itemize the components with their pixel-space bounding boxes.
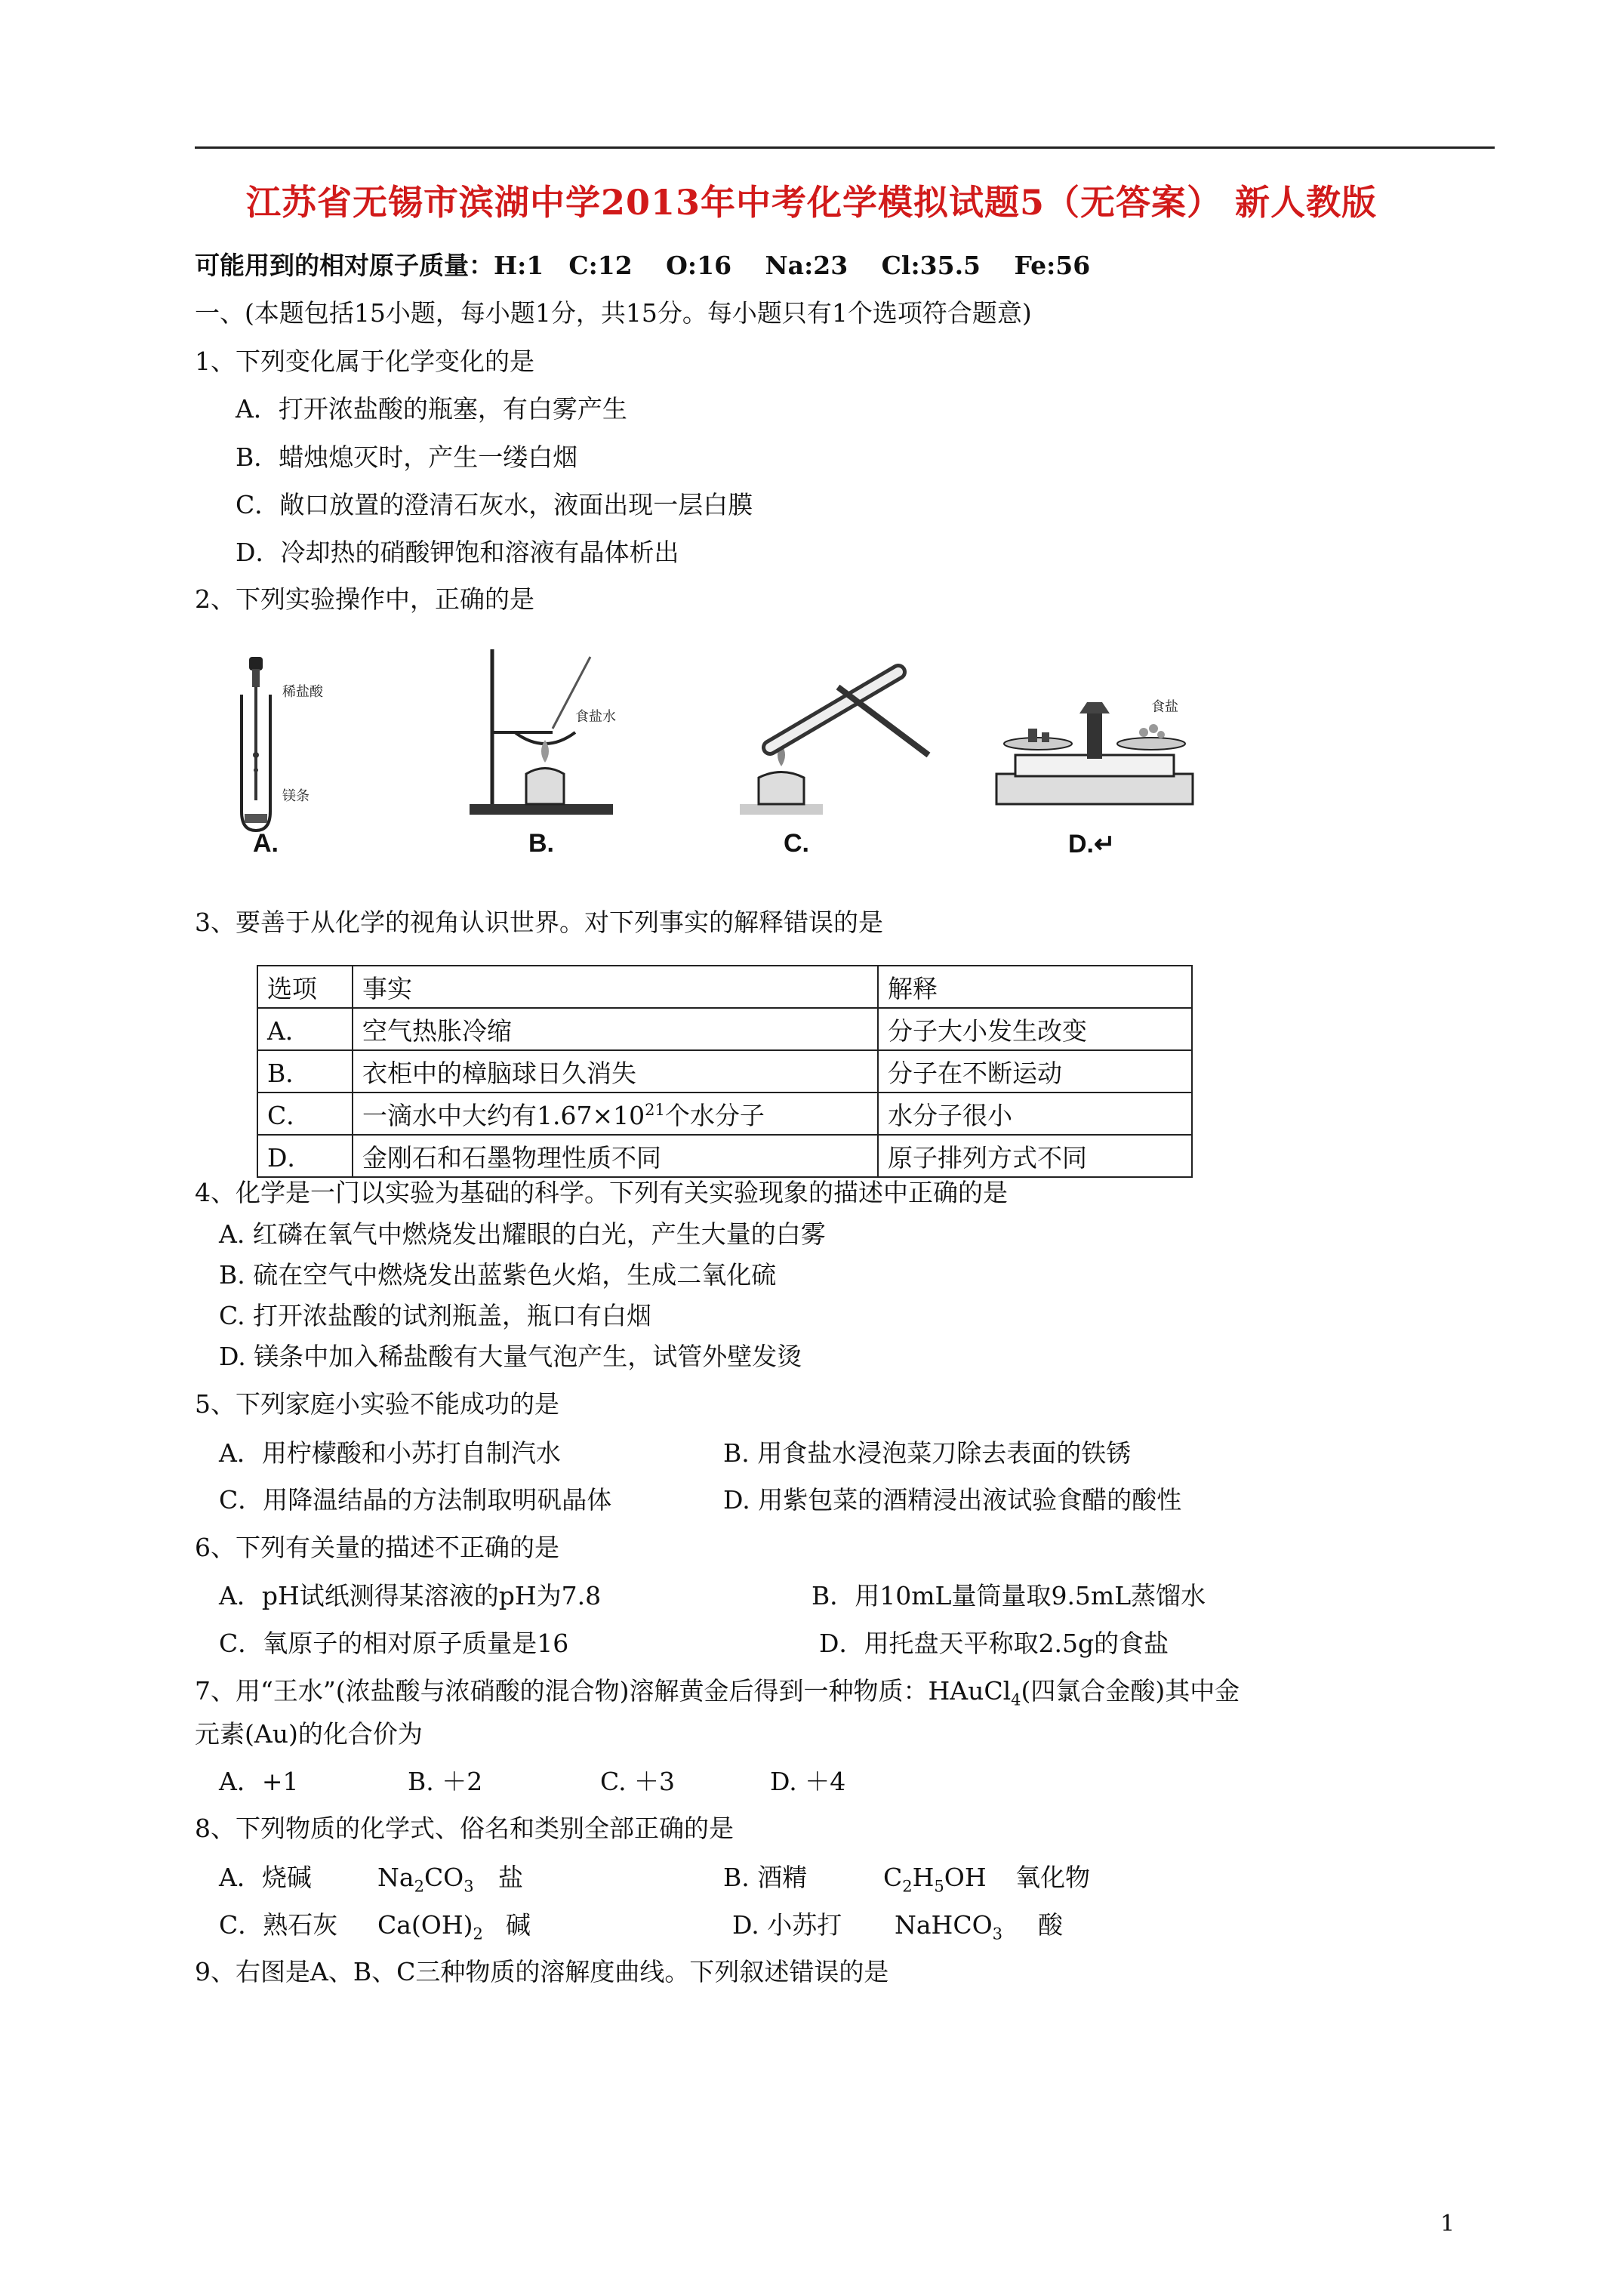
figure-c-heating-tube: [725, 642, 951, 823]
q5-option-c: C．用降温结晶的方法制取明矾晶体: [219, 1485, 612, 1515]
formula-subscript: 2: [902, 1877, 913, 1896]
page-title: 江苏省无锡市滨湖中学2013年中考化学模拟试题5（无答案） 新人教版: [245, 182, 1378, 223]
figure-d-caption: D.↵: [1068, 830, 1116, 858]
formula-part: NaHCO: [895, 1910, 993, 1940]
q5-option-d: D. 用紫包菜的酒精浸出液试验食醋的酸性: [723, 1485, 1182, 1515]
table-header-row: [257, 966, 1192, 1008]
q4-option-c: C. 打开浓盐酸的试剂瓶盖，瓶口有白烟: [219, 1301, 652, 1330]
q8-option-d-name: D. 小苏打: [732, 1910, 842, 1940]
table-cell: C．: [257, 1093, 353, 1135]
fact-text-suffix: 个水分子: [664, 1100, 765, 1130]
q1-option-c: C．敞口放置的澄清石灰水，液面出现一层白膜: [236, 490, 753, 519]
table-cell: 衣柜中的樟脑球日久消失: [353, 1050, 878, 1093]
table-row: [257, 1135, 1192, 1177]
q8-option-b-formula: [883, 1861, 987, 1903]
formula-subscript: 2: [414, 1877, 424, 1896]
q6-option-a: A．pH试纸测得某溶液的pH为7.8: [219, 1581, 602, 1610]
header-rule: [195, 146, 1495, 149]
q6-option-b: B．用10mL量筒量取9.5mL蒸馏水: [812, 1581, 1206, 1610]
fact-text: 一滴水中大约有1.67×10: [362, 1100, 645, 1130]
q5-stem: 5、下列家庭小实验不能成功的是: [195, 1389, 559, 1419]
table-header: 解释: [878, 966, 1192, 1008]
table-row: [257, 1050, 1192, 1093]
table-row: [257, 1093, 1192, 1135]
formula-subscript: 3: [992, 1925, 1003, 1943]
q7-stem-line2: 元素(Au)的化合价为: [195, 1719, 423, 1749]
figure-d-balance: [981, 642, 1208, 823]
q8-option-a-name: A．烧碱: [219, 1863, 312, 1892]
figure-c-caption: C.: [784, 829, 809, 858]
formula-subscript: 5: [934, 1877, 944, 1896]
q7-option-d: D. ＋4: [770, 1767, 846, 1796]
table-row: [257, 1008, 1192, 1050]
table-cell: 空气热胀冷缩: [353, 1008, 878, 1050]
formula-part: Na: [377, 1863, 414, 1892]
q8-option-a-formula: [377, 1861, 474, 1903]
q7-option-c: C. ＋3: [600, 1767, 676, 1796]
q6-option-d: D．用托盘天平称取2.5g的食盐: [819, 1629, 1169, 1658]
q9-stem: 9、右图是A、B、C三种物质的溶解度曲线。下列叙述错误的是: [195, 1957, 889, 1986]
q8-option-c-class: 碱: [506, 1910, 531, 1940]
formula-part: OH: [944, 1863, 987, 1892]
fact-exponent: 21: [645, 1100, 665, 1119]
q8-option-c-name: C．熟石灰: [219, 1910, 338, 1940]
q7-stem-part-a: 7、用“王水”(浓盐酸与浓硝酸的混合物)溶解黄金后得到一种物质：HAuCl: [195, 1676, 1012, 1706]
table-cell: 金刚石和石墨物理性质不同: [353, 1135, 878, 1177]
table-cell: 水分子很小: [878, 1093, 1192, 1135]
table-cell: B．: [257, 1050, 353, 1093]
table-cell: 分子在不断运动: [878, 1050, 1192, 1093]
q8-option-a-class: 盐: [498, 1863, 523, 1892]
figure-b-evaporating-dish: [462, 642, 628, 823]
q8-option-d-class: 酸: [1038, 1910, 1063, 1940]
q2-stem: 2、下列实验操作中，正确的是: [195, 584, 534, 614]
formula-part: H: [912, 1863, 935, 1892]
q3-table: [257, 965, 1193, 1178]
figure-b-label-saltwater: 食盐水: [575, 709, 616, 725]
figure-a-caption: A.: [253, 829, 279, 858]
formula-subscript: 3: [463, 1877, 474, 1896]
q8-option-c-formula: [377, 1909, 483, 1951]
q7-option-b: B. ＋2: [408, 1767, 483, 1796]
q7-option-a: A．+1: [219, 1767, 299, 1796]
table-cell: [353, 1093, 878, 1135]
q1-option-b: B．蜡烛熄灭时，产生一缕白烟: [236, 442, 578, 472]
table-cell: 原子排列方式不同: [878, 1135, 1192, 1177]
table-cell: 分子大小发生改变: [878, 1008, 1192, 1050]
q1-stem: 1、下列变化属于化学变化的是: [195, 347, 534, 376]
q7-stem-subscript: 4: [1011, 1690, 1021, 1709]
q5-option-a: A．用柠檬酸和小苏打自制汽水: [219, 1438, 561, 1468]
q4-option-d: D. 镁条中加入稀盐酸有大量气泡产生，试管外壁发烫: [219, 1342, 802, 1371]
formula-subscript: 2: [473, 1925, 483, 1943]
q7-stem-part-b: (四氯合金酸)其中金: [1021, 1676, 1240, 1706]
q6-option-c: C．氧原子的相对原子质量是16: [219, 1629, 569, 1658]
page-number: 1: [1440, 2211, 1455, 2237]
section-heading: 一、(本题包括15小题，每小题1分，共15分。每小题只有1个选项符合题意): [195, 298, 1032, 328]
q1-option-a: A．打开浓盐酸的瓶塞，有白雾产生: [236, 394, 627, 424]
q8-option-d-formula: [895, 1909, 1002, 1951]
formula-part: C: [883, 1863, 903, 1892]
figure-b-caption: B.: [528, 829, 554, 858]
q4-stem: 4、化学是一门以实验为基础的科学。下列有关实验现象的描述中正确的是: [195, 1178, 1008, 1207]
q7-stem: [195, 1675, 1240, 1717]
figure-d-label-salt: 食盐: [1151, 699, 1178, 715]
q1-option-d: D．冷却热的硝酸钾饱和溶液有晶体析出: [236, 538, 679, 567]
q6-stem: 6、下列有关量的描述不正确的是: [195, 1533, 559, 1562]
table-cell: A．: [257, 1008, 353, 1050]
atomic-masses: 可能用到的相对原子质量：H:1 C:12 O:16 Na:23 Cl:35.5 Fe:56: [195, 251, 1091, 280]
table-header: 事实: [353, 966, 878, 1008]
q4-option-b: B. 硫在空气中燃烧发出蓝紫色火焰，生成二氧化硫: [219, 1260, 777, 1290]
q3-stem: 3、要善于从化学的视角认识世界。对下列事实的解释错误的是: [195, 908, 883, 937]
table-cell: D．: [257, 1135, 353, 1177]
q8-option-b-name: B. 酒精: [723, 1863, 808, 1892]
formula-part: CO: [423, 1863, 464, 1892]
figure-a-label-magnesium: 镁条: [282, 788, 310, 804]
figure-a-label-acid: 稀盐酸: [282, 684, 323, 700]
table-header: 选项: [257, 966, 353, 1008]
q4-option-a: A. 红磷在氧气中燃烧发出耀眼的白光，产生大量的白雾: [219, 1219, 826, 1249]
figure-a-test-tube: [226, 642, 377, 861]
q8-stem: 8、下列物质的化学式、俗名和类别全部正确的是: [195, 1814, 734, 1843]
q5-option-b: B. 用食盐水浸泡菜刀除去表面的铁锈: [723, 1438, 1132, 1468]
q8-option-b-class: 氧化物: [1015, 1863, 1090, 1892]
formula-part: Ca(OH): [377, 1910, 473, 1940]
